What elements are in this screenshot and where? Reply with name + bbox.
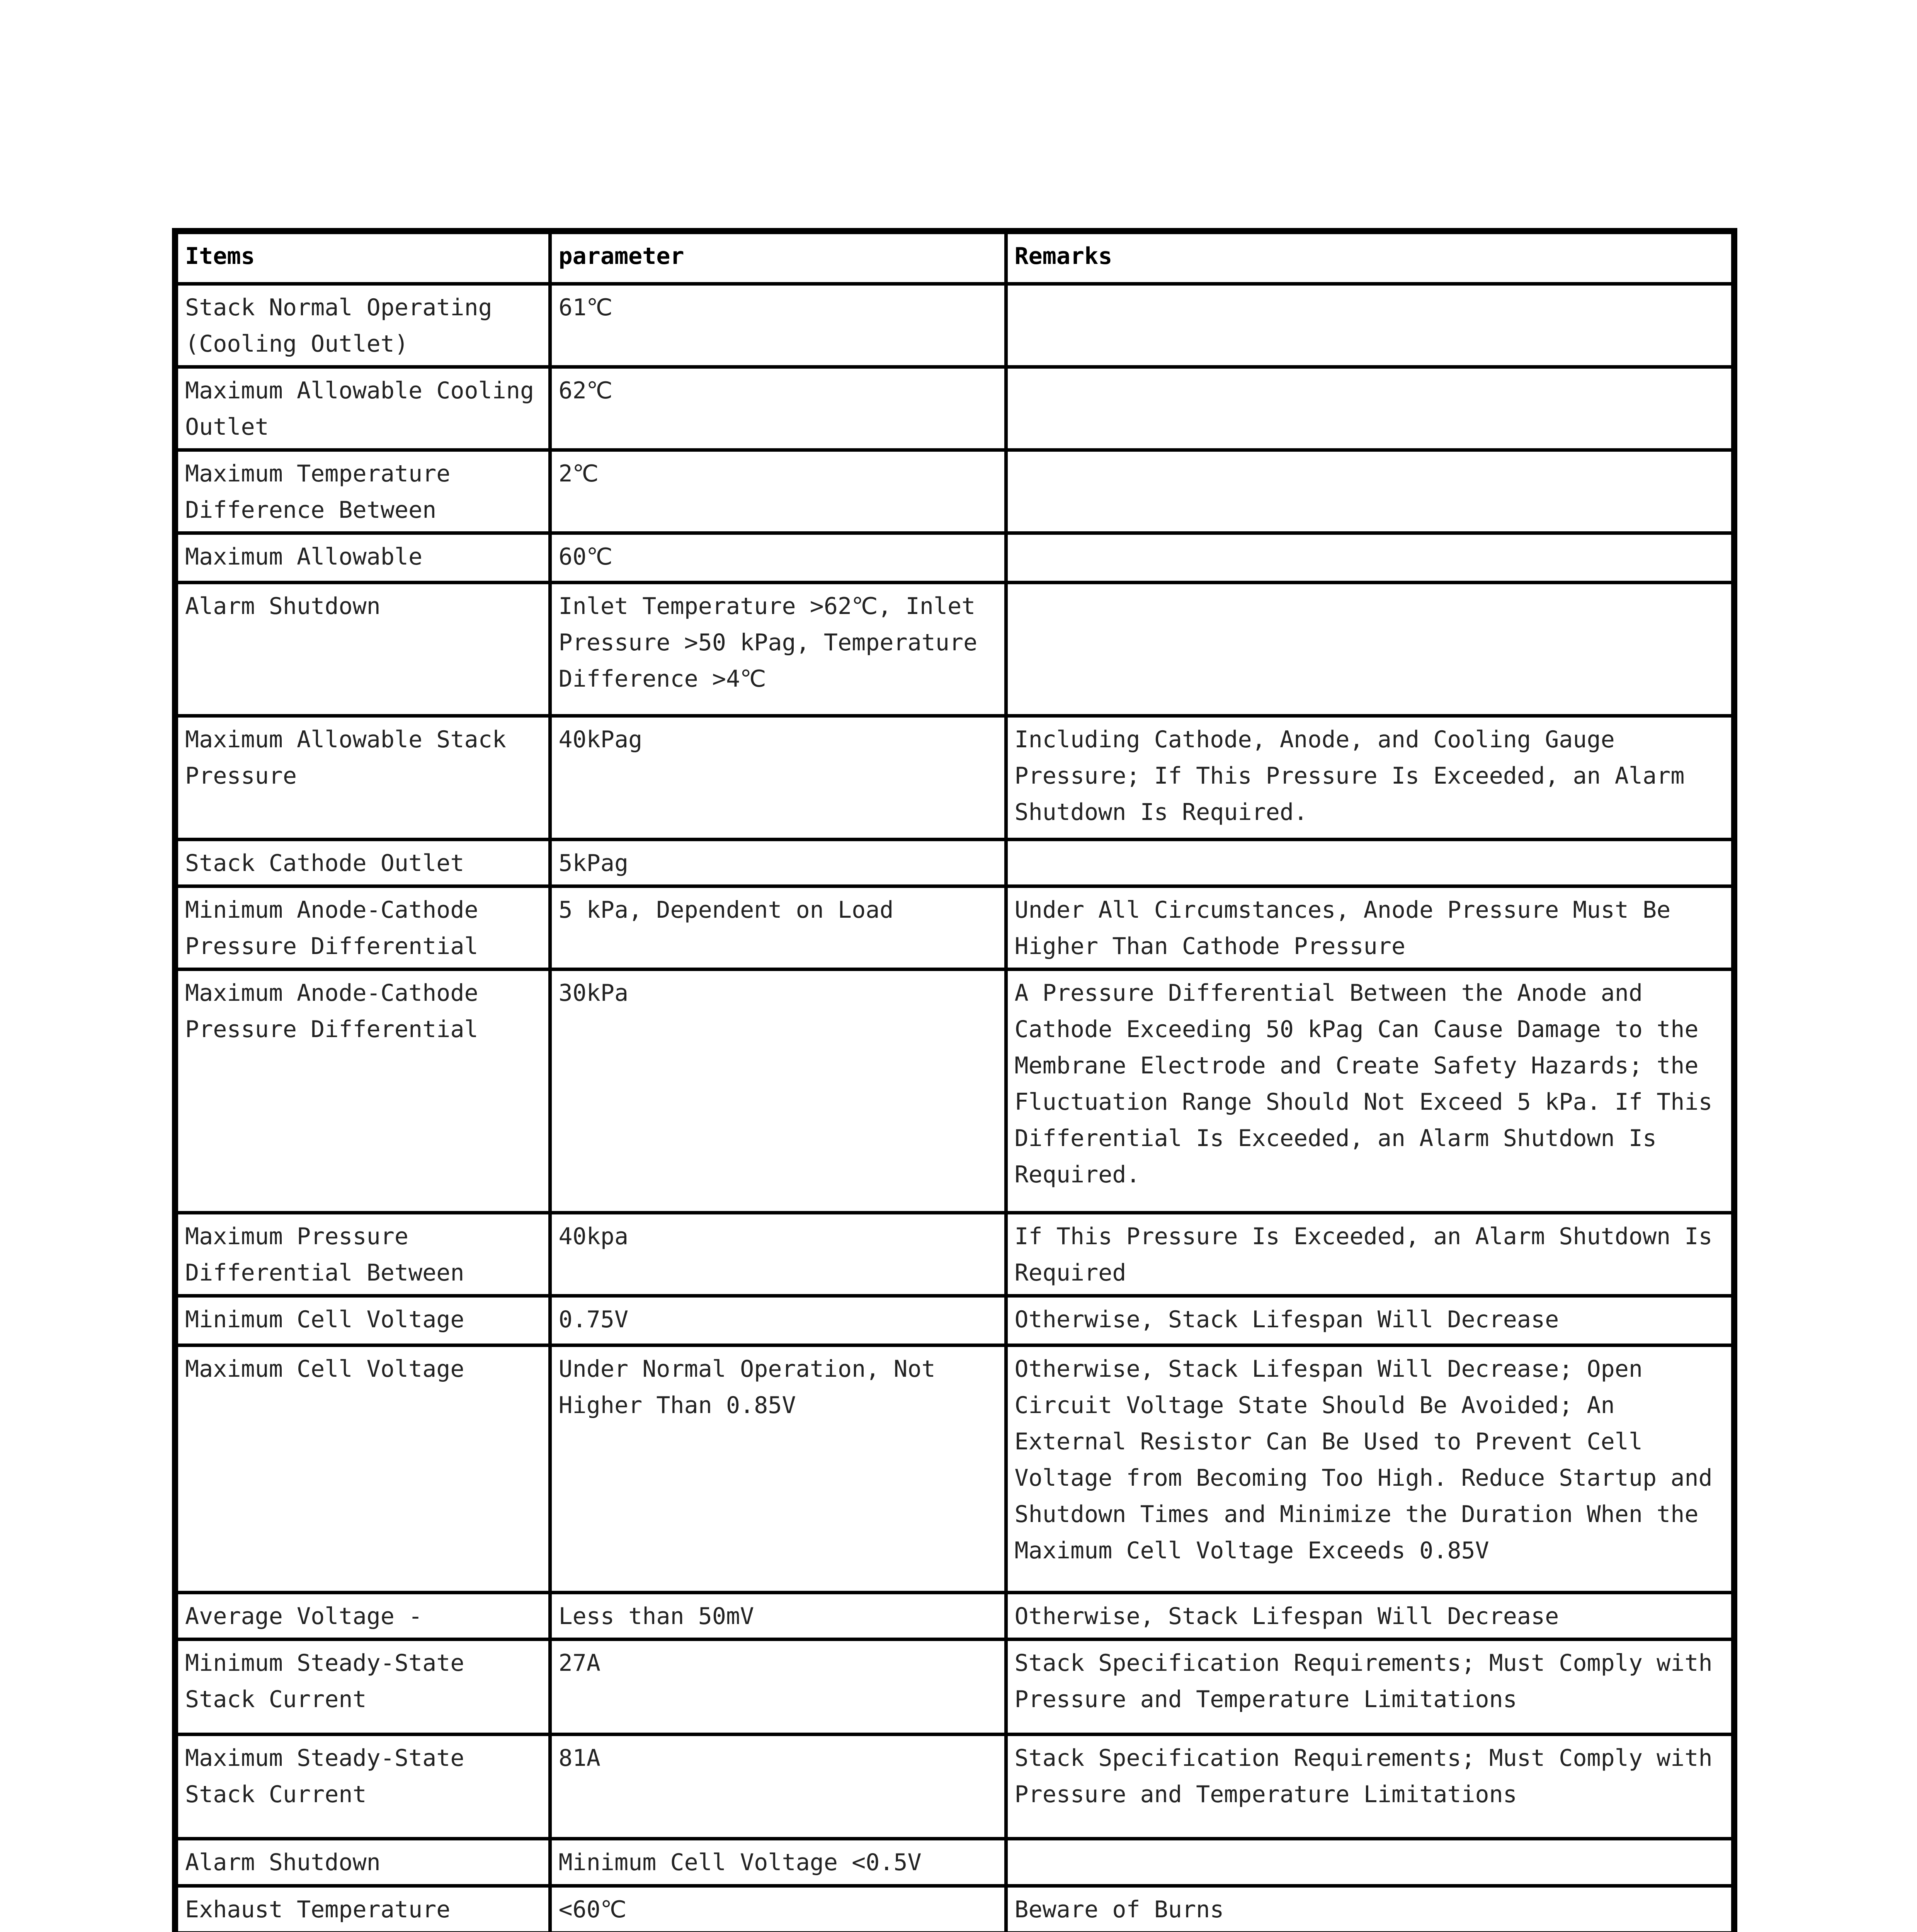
parameter-cell: 61℃ xyxy=(550,284,1006,367)
remark-cell: Including Cathode, Anode, and Cooling Gauge Pressure; If This Pressure Is Exceeded, an Alarm Shutdown Is Required. xyxy=(1006,716,1734,840)
parameter-cell: 81A xyxy=(550,1735,1006,1839)
item-cell: Maximum Temperature Difference Between xyxy=(175,450,550,533)
table-row xyxy=(175,716,1734,840)
item-cell: Maximum Allowable xyxy=(175,533,550,583)
parameter-cell: 40kPag xyxy=(550,716,1006,840)
spec-table xyxy=(172,228,1737,1932)
item-cell: Minimum Steady-State Stack Current xyxy=(175,1639,550,1735)
table-row xyxy=(175,583,1734,716)
item-cell: Maximum Steady-State Stack Current xyxy=(175,1735,550,1839)
parameter-cell: 40kpa xyxy=(550,1213,1006,1296)
remark-cell xyxy=(1006,1839,1734,1886)
item-cell: Stack Cathode Outlet xyxy=(175,840,550,886)
item-cell: Alarm Shutdown xyxy=(175,583,550,716)
remark-cell: Under All Circumstances, Anode Pressure Must Be Higher Than Cathode Pressure xyxy=(1006,886,1734,969)
remark-cell xyxy=(1006,284,1734,367)
remark-cell xyxy=(1006,583,1734,716)
parameter-cell: 62℃ xyxy=(550,367,1006,450)
table-row xyxy=(175,367,1734,450)
item-cell: Minimum Anode-Cathode Pressure Differential xyxy=(175,886,550,969)
parameter-cell: 5kPag xyxy=(550,840,1006,886)
parameter-cell: Minimum Cell Voltage <0.5V xyxy=(550,1839,1006,1886)
remark-cell: Otherwise, Stack Lifespan Will Decrease xyxy=(1006,1296,1734,1345)
table-row xyxy=(175,450,1734,533)
remark-cell xyxy=(1006,533,1734,583)
item-cell: Maximum Cell Voltage xyxy=(175,1345,550,1593)
header-items: Items xyxy=(175,231,550,284)
remark-cell xyxy=(1006,367,1734,450)
table-row xyxy=(175,1839,1734,1886)
parameter-cell: Under Normal Operation, Not Higher Than 0.85V xyxy=(550,1345,1006,1593)
parameter-cell: Inlet Temperature >62℃, Inlet Pressure >50 kPag, Temperature Difference >4℃ xyxy=(550,583,1006,716)
remark-cell: Otherwise, Stack Lifespan Will Decrease xyxy=(1006,1593,1734,1639)
item-cell: Exhaust Temperature xyxy=(175,1886,550,1932)
table-row xyxy=(175,1213,1734,1296)
remark-cell xyxy=(1006,450,1734,533)
remark-cell xyxy=(1006,840,1734,886)
parameter-cell: 27A xyxy=(550,1639,1006,1735)
table-row xyxy=(175,1886,1734,1932)
table-row xyxy=(175,840,1734,886)
parameter-cell: 0.75V xyxy=(550,1296,1006,1345)
header-row xyxy=(175,231,1734,284)
parameter-cell: 60℃ xyxy=(550,533,1006,583)
remark-cell: A Pressure Differential Between the Anode and Cathode Exceeding 50 kPag Can Cause Damage to the Membrane Electrode and Create Safety Hazards; the Fluctuation Range Should Not Exceed 5 kPa. If This Differential Is Exceeded, an Alarm Shutdown Is Required. xyxy=(1006,969,1734,1213)
parameter-cell: 2℃ xyxy=(550,450,1006,533)
table-row xyxy=(175,1296,1734,1345)
table-row xyxy=(175,1345,1734,1593)
table-row xyxy=(175,533,1734,583)
item-cell: Maximum Anode-Cathode Pressure Differential xyxy=(175,969,550,1213)
remark-cell: Stack Specification Requirements; Must Comply with Pressure and Temperature Limitations xyxy=(1006,1735,1734,1839)
header-remarks: Remarks xyxy=(1006,231,1734,284)
table-row xyxy=(175,886,1734,969)
table-row xyxy=(175,969,1734,1213)
parameter-cell: 30kPa xyxy=(550,969,1006,1213)
item-cell: Maximum Pressure Differential Between xyxy=(175,1213,550,1296)
remark-cell: If This Pressure Is Exceeded, an Alarm Shutdown Is Required xyxy=(1006,1213,1734,1296)
header-parameter: parameter xyxy=(550,231,1006,284)
table-row xyxy=(175,1639,1734,1735)
item-cell: Minimum Cell Voltage xyxy=(175,1296,550,1345)
table-row xyxy=(175,284,1734,367)
parameter-cell: <60℃ xyxy=(550,1886,1006,1932)
item-cell: Maximum Allowable Stack Pressure xyxy=(175,716,550,840)
item-cell: Stack Normal Operating (Cooling Outlet) xyxy=(175,284,550,367)
parameter-cell: Less than 50mV xyxy=(550,1593,1006,1639)
remark-cell: Stack Specification Requirements; Must Comply with Pressure and Temperature Limitations xyxy=(1006,1639,1734,1735)
item-cell: Average Voltage - xyxy=(175,1593,550,1639)
item-cell: Maximum Allowable Cooling Outlet xyxy=(175,367,550,450)
parameter-cell: 5 kPa, Dependent on Load xyxy=(550,886,1006,969)
remark-cell: Otherwise, Stack Lifespan Will Decrease; Open Circuit Voltage State Should Be Avoided; An External Resistor Can Be Used to Prevent Cell Voltage from Becoming Too High. Reduce Startup and Shutdown Times and Minimize the Duration When the Maximum Cell Voltage Exceeds 0.85V xyxy=(1006,1345,1734,1593)
remark-cell: Beware of Burns xyxy=(1006,1886,1734,1932)
table-row xyxy=(175,1735,1734,1839)
item-cell: Alarm Shutdown xyxy=(175,1839,550,1886)
table-row xyxy=(175,1593,1734,1639)
